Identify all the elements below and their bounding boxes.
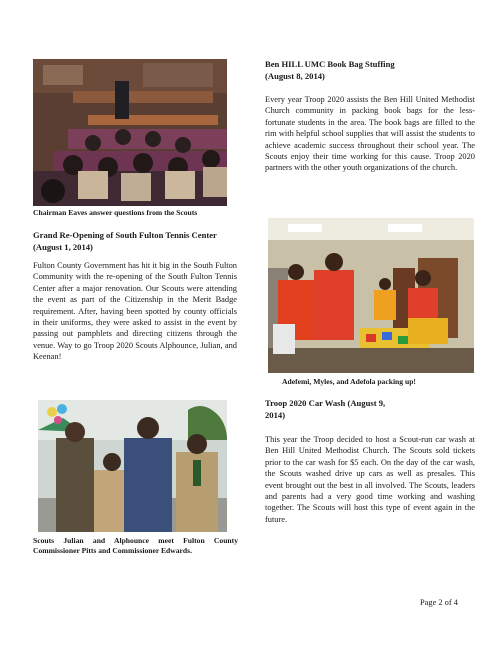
photo-caption-packing: Adefemi, Myles, and Adefola packing up! [282,377,416,386]
photo-packing-book-bags [268,218,474,373]
article-body-bookbag: Every year Troop 2020 assists the Ben Hill United Methodist Church community in packing book bags for the less-fortunate students in the area. The book bags are filled to the rim with helpful school supplies that will assist the students to achieve academic success throughout their school year. The Scouts enjoy their time working for this cause. Troop 2020 partners with the other youth organizations of the church. [265,95,475,173]
article-title-carwash: Troop 2020 Car Wash (August 9, 2014) [265,398,386,420]
article-title-tennis: Grand Re-Opening of South Fulton Tennis Center (August 1, 2014) [33,230,217,252]
photo-commissioners [38,400,227,532]
page-number: Page 2 of 4 [420,598,458,607]
photo-chairman-meeting [33,59,227,206]
photo-caption-commissioners: Scouts Julian and Alphounce meet Fulton County Commissioner Pitts and Commissioner Edwards. [33,536,238,555]
article-title-bookbag: Ben HILL UMC Book Bag Stuffing (August 8, 2014) [265,59,395,81]
article-body-tennis: Fulton County Government has hit it big in the South Fulton Community with the re-opening of the South Fulton Tennis Center after a major renovation. Our Scouts were attending the event as part of the Citizenship in the Merit Badge requirement. After, having been spotted by county officials in their uniforms, they were asked to assist in the event by passing out pamphlets and directing citizens through the venue. Way to go Troop 2020 Scouts Alphounce, Julian, and Keenan! [33,261,237,362]
photo-caption-meeting: Chairman Eaves answer questions from the Scouts [33,208,198,217]
article-body-carwash: This year the Troop decided to host a Scout-run car wash at Ben Hill United Methodist Church. The Scouts sold tickets prior to the car wash for $5 each. On the day of the car wash, the Scouts washed drive up cars as well as presales. This event brought out the best in all involved. The Scouts, leaders and parents had a very good time working and washing together. The Scouts will host this type of event again in the future. [265,435,475,524]
